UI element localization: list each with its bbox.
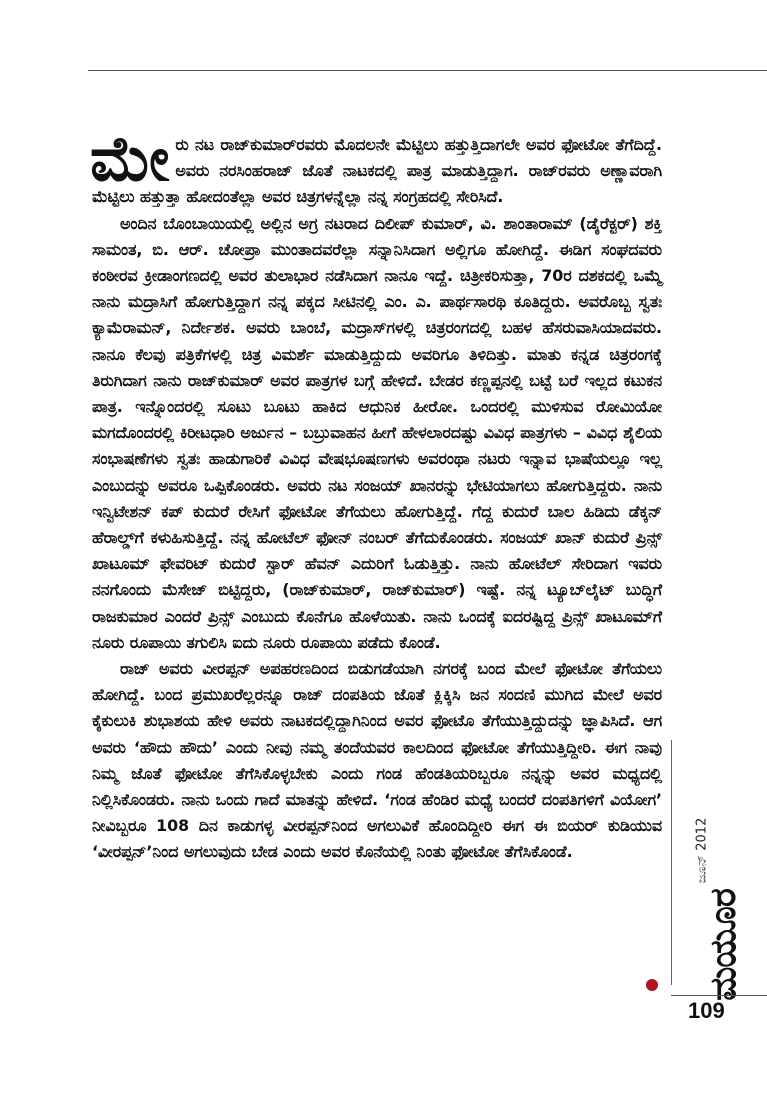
paragraph-3: ರಾಜ್ ಅವರು ವೀರಪ್ಪನ್ ಅಪಹರಣದಿಂದ ಬಿಡುಗಡೆಯಾಗಿ ನಗರಕ್ಕೆ ಬಂದ ಮೇಲೆ ಫೋಟೋ ತೆಗೆಯಲು ಹೋಗಿದ್ದೆ. ಬಂದ ಪ್ರಮುಖರೆಲ್ಲರನ್ನೂ ರಾಜ್ ದಂಪತಿಯ ಜೊತೆ ಕ್ಲಿಕ್ಕಿಸಿ ಜನ ಸಂದಣಿ ಮುಗಿದ ಮೇಲೆ ಅವರ ಕೈಕುಲುಕಿ ಶುಭಾಶಯ ಹೇಳಿ ಅವರು ನಾಟಕದಲ್ಲಿದ್ದಾಗಿನಿಂದ ಅವರ ಫೋಟೊ ತೆಗೆಯುತ್ತಿದ್ದುದನ್ನು ಜ್ಞಾಪಿಸಿದೆ. ಆಗ ಅವರು ‘ಹೌದು ಹೌದು’ ಎಂದು ನೀವು ನಮ್ಮ ತಂದೆಯವರ ಕಾಲದಿಂದ ಫೋಟೋ ತೆಗೆಯುತ್ತಿದ್ದೀರಿ. ಈಗ ನಾವು ನಿಮ್ಮ ಜೊತೆ ಫೋಟೋ ತೆಗೆಸಿಕೊಳ್ಳಬೇಕು ಎಂದು ಗಂಡ ಹೆಂಡತಿಯರಿಬ್ಬರೂ ನನ್ನನ್ನು ಅವರ ಮಧ್ಯದಲ್ಲಿ ನಿಲ್ಲಿಸಿಕೊಂಡರು. ನಾನು ಒಂದು ಗಾದೆ ಮಾತನ್ನು ಹೇಳಿದೆ. ‘ಗಂಡ ಹೆಂಡಿರ ಮಧ್ಯೆ ಬಂದರೆ ದಂಪತಿಗಳಿಗೆ ವಿಯೋಗ’ ನೀವಿಬ್ಬರೂ 108 ದಿನ ಕಾಡುಗಳ್ಳ ವೀರಪ್ಪನ್‌ನಿಂದ ಅಗಲುವಿಕೆ ಹೊಂದಿದ್ದೀರಿ ಈಗ ಈ ಬಿಯರ್ ಕುಡಿಯುವ ‘ವೀರಪ್ಪನ್’ನಿಂದ ಅಗಲುವುದು ಬೇಡ ಎಂದು ಅವರ ಕೊನೆಯಲ್ಲಿ ನಿಂತು ಫೋಟೋ ತೆಗೆಸಿಕೊಂಡೆ. xyxy=(92,659,662,862)
drop-cap: ಮೇ xyxy=(90,122,170,195)
page-number: 109 xyxy=(688,998,725,1023)
magazine-logo-text: ಮಯೂರ xyxy=(703,889,744,1001)
footer-rule xyxy=(671,995,767,996)
header-rule xyxy=(88,70,767,71)
red-dot-icon xyxy=(646,979,658,991)
article-body xyxy=(90,122,662,866)
side-divider xyxy=(671,740,672,985)
paragraph-1 xyxy=(90,122,662,211)
issue-date xyxy=(682,800,722,900)
paragraph-1-text: ರು ನಟ ರಾಜ್‌ಕುಮಾರ್‌ರವರು ಮೊದಲನೇ ಮೆಟ್ಟಿಲು ಹತ್ತುತ್ತಿದಾಗಲೇ ಅವರ ಫೋಟೋ ತೆಗೆದಿದ್ದೆ. ಅವರು ನರಸಿಂಹರಾಜ್ ಜೊತೆ ನಾಟಕದಲ್ಲಿ ಪಾತ್ರ ಮಾಡುತ್ತಿದ್ದಾಗ. ರಾಜ್‌ರವರು ಅಣ್ಣಾವರಾಗಿ ಮೆಟ್ಟಿಲು ಹತ್ತುತ್ತಾ ಹೋದಂತೆಲ್ಲಾ ಅವರ ಚಿತ್ರಗಳನ್ನೆಲ್ಲಾ ನನ್ನ ಸಂಗ್ರಹದಲ್ಲಿ ಸೇರಿಸಿದೆ. xyxy=(92,135,662,207)
magazine-logo xyxy=(684,889,764,1001)
issue-date-text: ಜೂನ್ 2012 xyxy=(694,817,710,883)
paragraph-2: ಅಂದಿನ ಬೊಂಬಾಯಿಯಲ್ಲಿ ಅಲ್ಲಿನ ಅಗ್ರ ನಟರಾದ ದಿಲೀಪ್ ಕುಮಾರ್, ವಿ. ಶಾಂತಾರಾಮ್ (ಡೈರೆಕ್ಟರ್) ಶಕ್ತಿ ಸಾಮಂತ, ಬಿ. ಆರ್. ಚೋಪ್ರಾ ಮುಂತಾದವರೆಲ್ಲಾ ಸನ್ನಾನಿಸಿದಾಗ ಅಲ್ಲಿಗೂ ಹೋಗಿದ್ದೆ. ಈಡಿಗ ಸಂಘದವರು ಕಂಠೀರವ ಕ್ರೀಡಾಂಗಣದಲ್ಲಿ ಅವರ ತುಲಾಭಾರ ನಡೆಸಿದಾಗ ನಾನೂ ಇದ್ದೆ. ಚಿತ್ರೀಕರಿಸುತ್ತಾ, 70ರ ದಶಕದಲ್ಲಿ ಒಮ್ಮೆ ನಾನು ಮದ್ರಾಸಿಗೆ ಹೋಗುತ್ತಿದ್ದಾಗ ನನ್ನ ಪಕ್ಕದ ಸೀಟಿನಲ್ಲಿ ಎಂ. ಎ. ಪಾರ್ಥಸಾರಥಿ ಕೂತಿದ್ದರು. ಅವರೊಬ್ಬ ಸ್ವತಃ ಕ್ಯಾಮೆರಾಮನ್, ನಿರ್ದೇಶಕ. ಅವರು ಬಾಂಬೆ, ಮದ್ರಾಸ್‌ಗಳಲ್ಲಿ ಚಿತ್ರರಂಗದಲ್ಲಿ ಬಹಳ ಹೆಸರುವಾಸಿಯಾದವರು. ನಾನೂ ಕೆಲವು ಪತ್ರಿಕೆಗಳಲ್ಲಿ ಚಿತ್ರ ವಿಮರ್ಶೆ ಮಾಡುತ್ತಿದ್ದುದು ಅವರಿಗೂ ತಿಳಿದಿತ್ತು. ಮಾತು ಕನ್ನಡ ಚಿತ್ರರಂಗಕ್ಕೆ ತಿರುಗಿದಾಗ ನಾನು ರಾಜ್‌ಕುಮಾರ್ ಅವರ ಪಾತ್ರಗಳ ಬಗ್ಗೆ ಹೇಳಿದೆ. ಬೇಡರ ಕಣ್ಣಪ್ಪನಲ್ಲಿ ಬಟ್ಟೆ ಬರೆ ಇಲ್ಲದ ಕಟುಕನ ಪಾತ್ರ. ಇನ್ನೊಂದರಲ್ಲಿ ಸೂಟು ಬೂಟು ಹಾಕಿದ ಆಧುನಿಕ ಹೀರೋ. ಒಂದರಲ್ಲಿ ಮುಳಿಸುವ ರೋಮಿಯೋ ಮಗದೊಂದರಲ್ಲಿ ಕಿರೀಟಧಾರಿ ಅರ್ಜುನ – ಬಬ್ರುವಾಹನ ಹೀಗೆ ಹೇಳಲಾರದಷ್ಟು ವಿವಿಧ ಪಾತ್ರಗಳು – ವಿವಿಧ ಶೈಲಿಯ ಸಂಭಾಷಣೆಗಳು ಸ್ವತಃ ಹಾಡುಗಾರಿಕೆ ವಿವಿಧ ವೇಷಭೂಷಣಗಳು ಅವರಂಥಾ ನಟರು ಇನ್ನಾವ ಭಾಷೆಯಲ್ಲೂ ಇಲ್ಲ ಎಂಬುದನ್ನು ಅವರೂ ಒಪ್ಪಿಕೊಂಡರು. ಅವರು ನಟ ಸಂಜಯ್ ಖಾನರನ್ನು ಭೇಟಿಯಾಗಲು ಹೋಗುತ್ತಿದ್ದರು. ನಾನು ಇನ್ವಿಟೇಶನ್ ಕಪ್ ಕುದುರೆ ರೇಸಿಗೆ ಫೋಟೋ ತೆಗೆಯಲು ಹೋಗುತ್ತಿದ್ದೆ. ಗೆದ್ದ ಕುದುರೆ ಬಾಲ ಹಿಡಿದು ಡೆಕ್ಕನ್ ಹೆರಾಲ್ಡ್‌ಗೆ ಕಳುಹಿಸುತ್ತಿದ್ದೆ. ನನ್ನ ಹೋಟೆಲ್ ಫೋನ್ ನಂಬರ್ ತೆಗೆದುಕೊಂಡರು. ಸಂಜಯ್ ಖಾನ್ ಕುದುರೆ ಪ್ರಿನ್ಸ್ ಖಾಟೂಮ್ ಫೇವರಿಟ್ ಕುದುರೆ ಸ್ಟಾರ್ ಹೆವನ್ ಎದುರಿಗೆ ಓಡುತ್ತಿತ್ತು. ನಾನು ಹೋಟೆಲ್ ಸೇರಿದಾಗ ಇವರು ನನಗೊಂದು ಮೆಸೇಜ್ ಬಿಟ್ಟಿದ್ದರು, (ರಾಜ್‌ಕುಮಾರ್, ರಾಜ್‌ಕುಮಾರ್) ಇಷ್ಟೆ. ನನ್ನ ಟ್ಯೂಬ್‌ಲೈಟ್ ಬುದ್ಧಿಗೆ ರಾಜಕುಮಾರ ಎಂದರೆ ಪ್ರಿನ್ಸ್ ಎಂಬುದು ಕೊನೆಗೂ ಹೊಳೆಯಿತು. ನಾನು ಒಂದಕ್ಕೆ ಐದರಷ್ಟಿದ್ದ ಪ್ರಿನ್ಸ್ ಖಾಟೂಮ್‌ಗೆ ನೂರು ರೂಪಾಯಿ ತಗುಲಿಸಿ ಐದು ನೂರು ರೂಪಾಯಿ ಪಡೆದು ಕೊಂಡೆ. xyxy=(92,213,662,652)
